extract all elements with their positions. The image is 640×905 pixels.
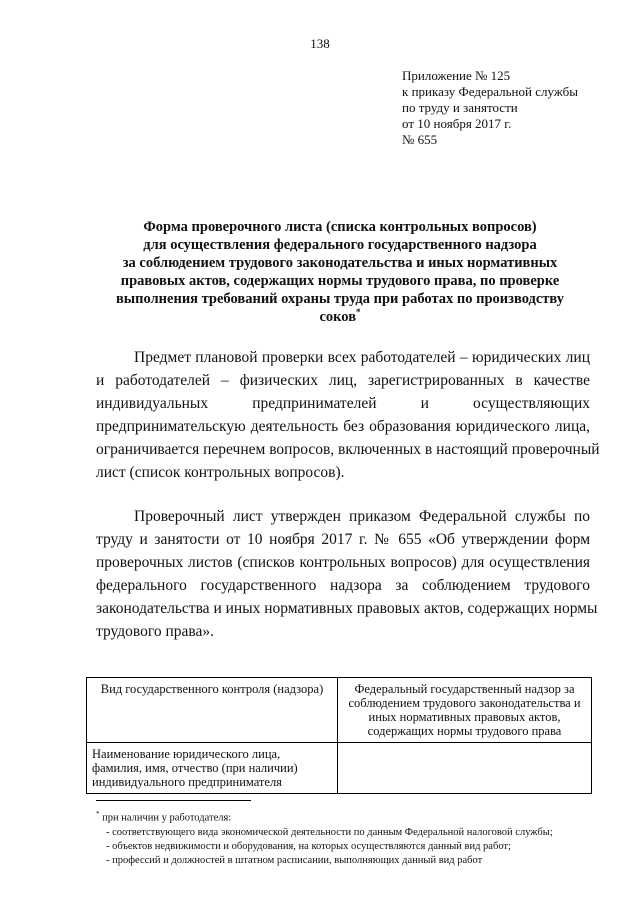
footnote-divider <box>96 800 251 801</box>
appendix-line: Приложение № 125 <box>402 68 511 83</box>
paragraph-line: труду и занятости от 10 ноября 2017 г. № 655 «Об утверждении форм <box>96 531 590 548</box>
title-footnote-mark: * <box>356 307 361 318</box>
title-last-word: соков <box>319 309 357 325</box>
table-row <box>87 743 592 794</box>
paragraph-line: ограничивается перечнем вопросов, включенных в настоящий проверочный <box>96 441 600 458</box>
table-row <box>87 678 592 743</box>
footnote-mark: * <box>96 810 100 818</box>
appendix-reference <box>402 68 578 148</box>
title-line: выполнения требований охраны труда при работах по производству <box>115 291 565 307</box>
title-line: Форма проверочного листа (списка контрольных вопросов) <box>143 219 537 235</box>
appendix-line: от 10 ноября 2017 г. <box>402 116 512 131</box>
paragraph-subject <box>96 346 600 484</box>
document-title <box>100 218 580 326</box>
employer-name-value <box>338 743 592 794</box>
footnote-item: - соответствующего вида экономической деятельности по данным Федеральной налоговой службы; <box>106 826 553 838</box>
appendix-line: по труду и занятости <box>402 100 518 115</box>
appendix-line: к приказу Федеральной службы <box>402 84 578 99</box>
paragraph-line: предпринимательскую деятельность без образования юридического лица, <box>96 418 590 435</box>
appendix-line: № 655 <box>402 132 438 147</box>
paragraph-line: проверочных листов (списков контрольных вопросов) для осуществления <box>96 554 590 571</box>
paragraph-line: федерального государственного надзора за соблюдением трудового <box>96 577 590 594</box>
paragraph-line: и работодателей – физических лиц, зарегистрированных в качестве <box>96 372 590 389</box>
footnote-intro <box>96 807 553 826</box>
control-type-value: Федеральный государственный надзор за соблюдением трудового законодательства и иных нормативных правовых актов, содержащих нормы трудового права <box>338 678 592 743</box>
footnote-item: - объектов недвижимости и оборудования, на которых осуществляются данный вид работ; <box>106 840 511 852</box>
paragraph-line: Проверочный лист утвержден приказом Федеральной службы по <box>134 508 590 525</box>
title-line: за соблюдением трудового законодательства и иных нормативных <box>122 255 558 271</box>
employer-name-label: Наименование юридического лица, фамилия, имя, отчество (при наличии) индивидуального предпринимателя <box>87 743 338 794</box>
footnotes <box>96 807 553 868</box>
control-type-label: Вид государственного контроля (надзора) <box>87 678 338 743</box>
control-info-table <box>86 677 592 794</box>
paragraph-line: Предмет плановой проверки всех работодателей – юридических лиц <box>134 349 590 366</box>
footnote-intro-text: при наличии у работодателя: <box>99 812 232 824</box>
title-line: для осуществления федерального государственного надзора <box>143 237 537 253</box>
title-line: правовых актов, содержащих нормы трудового права, по проверке <box>120 273 560 289</box>
paragraph-line: индивидуальных предпринимателей и осуществляющих <box>96 395 590 412</box>
title-line-last <box>100 308 580 326</box>
paragraph-line: трудового права». <box>96 623 215 640</box>
paragraph-approval <box>96 505 598 643</box>
page-number: 138 <box>310 36 330 51</box>
paragraph-line: законодательства и иных нормативных правовых актов, содержащих нормы <box>96 600 598 617</box>
footnote-item: - профессий и должностей в штатном расписании, выполняющих данный вид работ <box>106 854 483 866</box>
paragraph-line: лист (список контрольных вопросов). <box>96 464 345 481</box>
